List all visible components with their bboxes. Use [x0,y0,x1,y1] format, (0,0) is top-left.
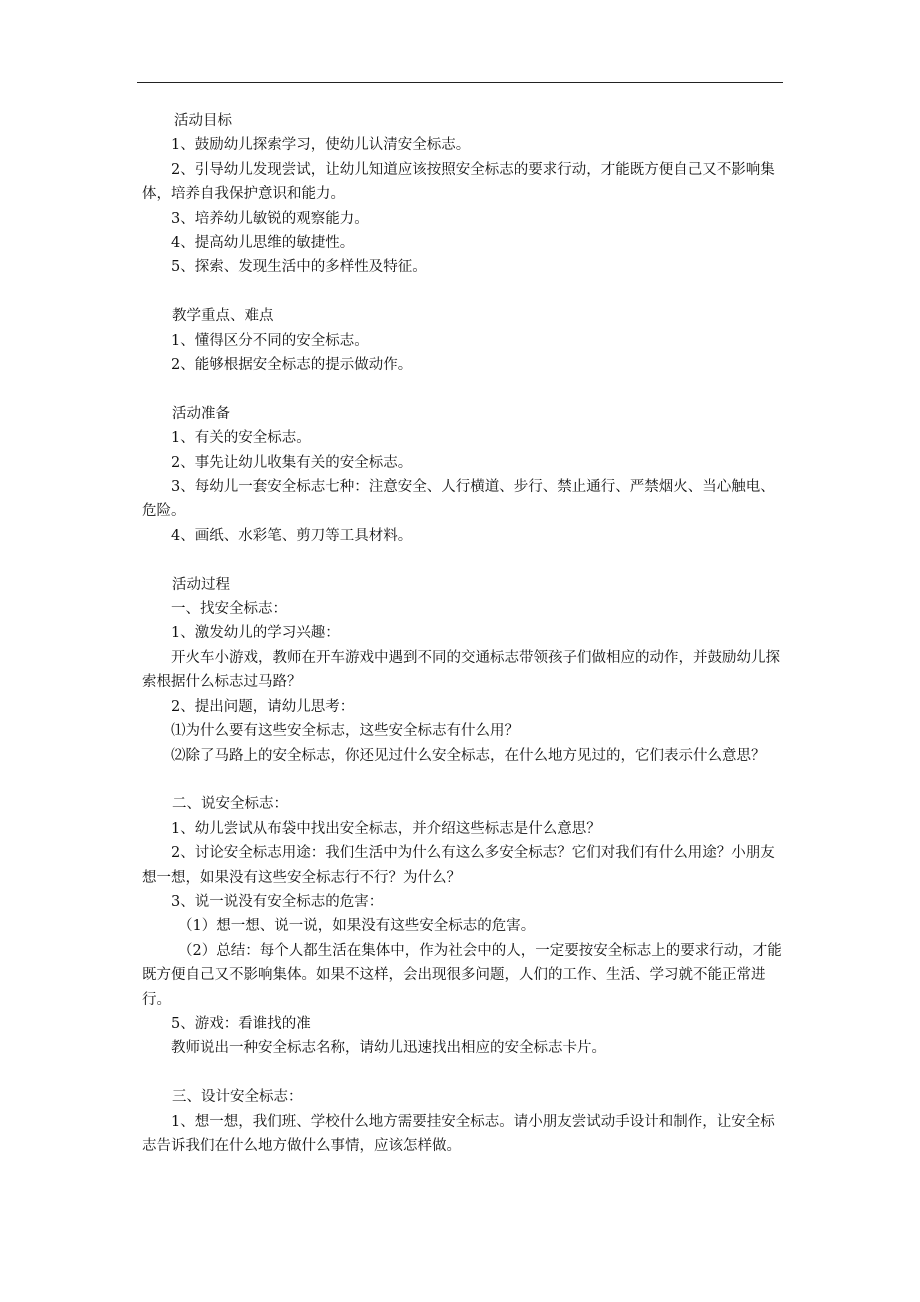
paragraph: 4、提高幼儿思维的敏捷性。 [171,235,355,252]
paragraph: ⑴为什么要有这些安全标志，这些安全标志有什么用？ [171,723,519,740]
paragraph: 3、培养幼儿敏锐的观察能力。 [171,210,369,227]
paragraph: 2、引导幼儿发现尝试，让幼儿知道应该按照安全标志的要求行动，才能既方便自己又不影响集体，培养自我保护意识和能力。 [142,161,775,203]
paragraph: 2、讨论安全标志用途：我们生活中为什么有这么多安全标志？它们对我们有什么用途？小朋友想一想，如果没有这些安全标志行不行？为什么？ [142,845,775,886]
document-body [142,109,787,1158]
spacer [142,280,787,304]
spacer [142,1061,787,1085]
paragraph: 4、画纸、水彩笔、剪刀等工具材料。 [171,527,413,544]
paragraph: 3、每幼儿一套安全标志七种：注意安全、人行横道、步行、禁止通行、严禁烟火、当心触电、危险。 [142,479,775,520]
paragraph: 开火车小游戏，教师在开车游戏中遇到不同的交通标志带领孩子们做相应的动作，并鼓励幼儿探索根据什么标志过马路？ [142,649,780,691]
spacer [142,377,787,401]
paragraph: 1、幼儿尝试从布袋中找出安全标志，并介绍这些标志是什么意思？ [171,820,601,837]
paragraph: 1、想一想，我们班、学校什么地方需要挂安全标志。请小朋友尝试动手设计和制作，让安全标志告诉我们在什么地方做什么事情，应该怎样做。 [142,1113,775,1154]
paragraph: 一、找安全标志： [171,601,287,618]
paragraph: 2、提出问题，请幼儿思考： [171,698,355,715]
section-heading: 教学重点、难点 [172,308,274,325]
spacer [142,768,787,792]
section-heading: 二、说安全标志： [172,796,288,813]
paragraph: 1、鼓励幼儿探索学习，使幼儿认清安全标志。 [171,137,471,154]
paragraph: 2、能够根据安全标志的提示做动作。 [171,357,413,374]
header-rule [137,82,783,83]
section-heading: 活动准备 [172,405,230,422]
section-heading: 活动目标 [174,113,232,129]
paragraph: 1、有关的安全标志。 [171,430,311,447]
paragraph: （1）想一想、说一说，如果没有这些安全标志的危害。 [178,918,536,935]
paragraph: （2）总结：每个人都生活在集体中，作为社会中的人，一定要按安全标志上的要求行动，才能既方便自己又不影响集体。如果不这样，会出现很多问题，人们的工作、生活、学习就不能正常进行。 [142,942,782,1008]
spacer [142,548,787,572]
paragraph: 2、事先让幼儿收集有关的安全标志。 [171,454,413,471]
paragraph: 5、探索、发现生活中的多样性及特征。 [171,259,427,276]
paragraph: 教师说出一种安全标志名称，请幼儿迅速找出相应的安全标志卡片。 [171,1040,606,1057]
paragraph: ⑵除了马路上的安全标志，你还见过什么安全标志，在什么地方见过的，它们表示什么意思？ [171,747,766,764]
section-heading: 三、设计安全标志： [172,1089,303,1106]
paragraph: 3、说一说没有安全标志的危害： [171,893,384,910]
paragraph: 5、游戏：看谁找的准 [171,1015,311,1032]
paragraph: 1、激发幼儿的学习兴趣： [171,625,340,642]
section-heading: 活动过程 [172,576,230,593]
paragraph: 1、懂得区分不同的安全标志。 [171,332,369,349]
